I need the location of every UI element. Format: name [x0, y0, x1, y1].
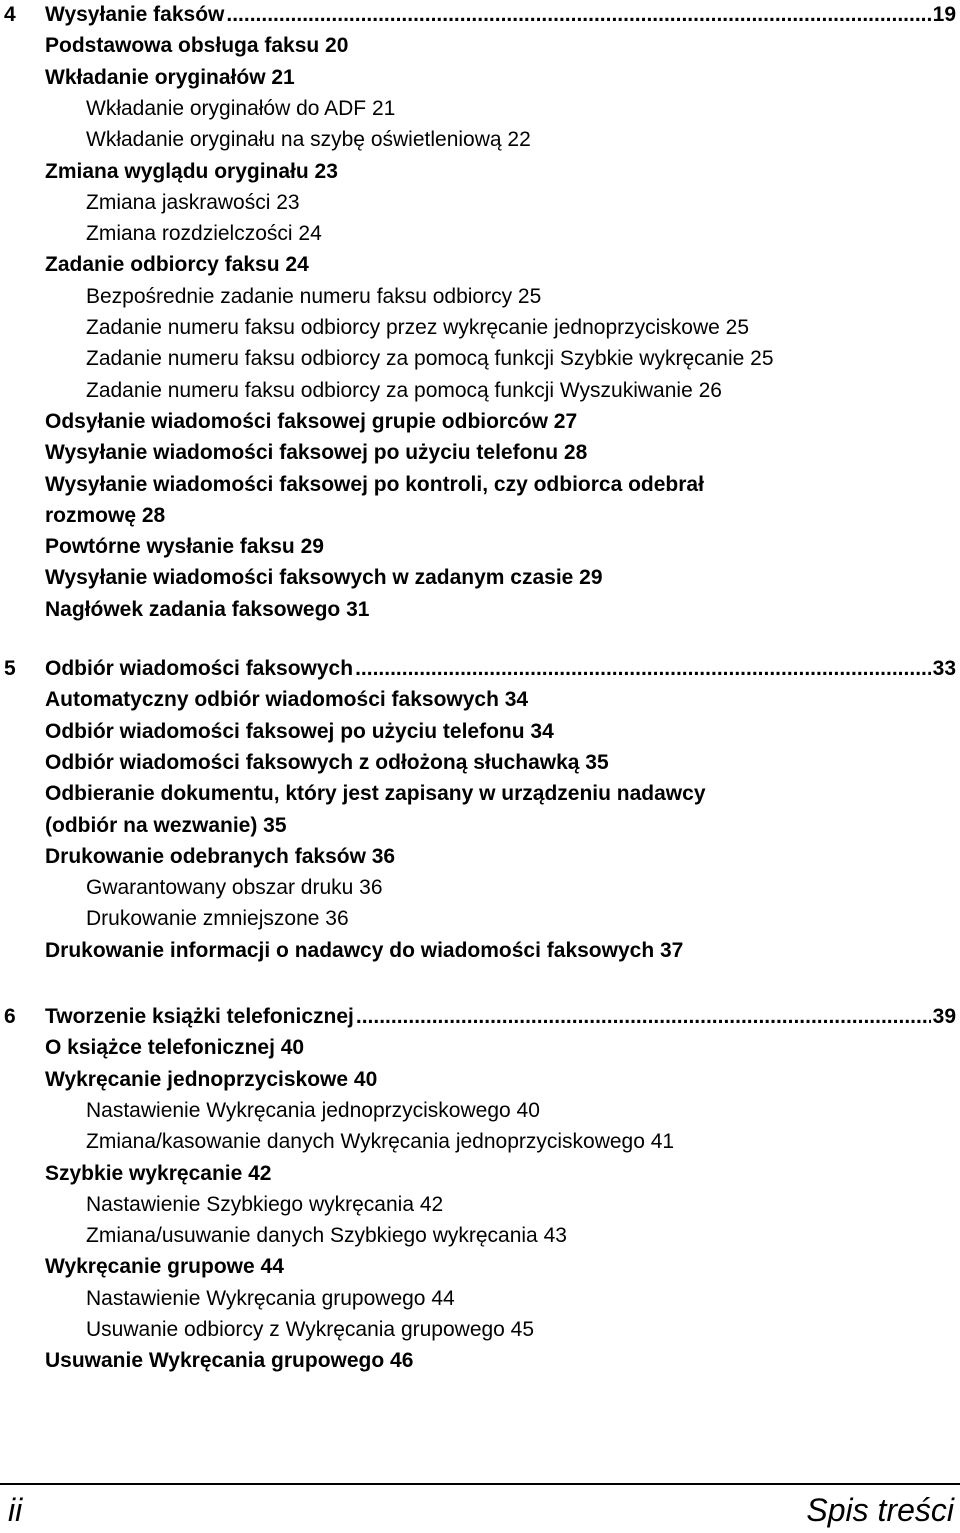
toc-subentry[interactable]: Wkładanie oryginału na szybę oświetleniową 22: [86, 128, 531, 152]
toc-entry[interactable]: Nagłówek zadania faksowego 31: [45, 597, 370, 621]
toc-entry[interactable]: Wkładanie oryginałów 21: [45, 65, 295, 89]
toc-subentry[interactable]: Gwarantowany obszar druku 36: [86, 876, 383, 900]
footer-page-number: ii: [8, 1492, 23, 1528]
chapter-number: 6: [4, 1005, 16, 1028]
toc-subentry[interactable]: Nastawienie Wykręcania jednoprzyciskowego 40: [86, 1098, 540, 1122]
toc-entry[interactable]: Wykręcanie jednoprzyciskowe 40: [45, 1067, 378, 1091]
toc-entry[interactable]: O książce telefonicznej 40: [45, 1036, 305, 1060]
chapter-page-number: 19: [932, 3, 956, 26]
toc-entry[interactable]: Wysyłanie wiadomości faksowej po użyciu telefonu 28: [45, 441, 588, 465]
footer-divider: [0, 1483, 960, 1485]
toc-subentry[interactable]: Zmiana/usuwanie danych Szybkiego wykręcania 43: [86, 1224, 567, 1248]
chapter-page-number: 33: [932, 657, 956, 680]
toc-entry[interactable]: Wykręcanie grupowe 44: [45, 1255, 284, 1279]
toc-subentry[interactable]: Drukowanie zmniejszone 36: [86, 907, 349, 931]
chapter-number: 5: [4, 657, 16, 680]
toc-entry[interactable]: Wysyłanie wiadomości faksowych w zadanym czasie 29: [45, 566, 603, 590]
chapter-title: Tworzenie książki telefonicznej: [45, 1005, 354, 1028]
dot-leader: [356, 1001, 931, 1032]
chapter-heading[interactable]: [0, 0, 956, 30]
toc-entry[interactable]: (odbiór na wezwanie) 35: [45, 813, 287, 837]
dot-leader: [226, 0, 930, 30]
toc-entry[interactable]: Zadanie odbiorcy faksu 24: [45, 253, 309, 277]
chapter-title: Odbiór wiadomości faksowych: [45, 657, 354, 680]
toc-entry[interactable]: Odbieranie dokumentu, który jest zapisany w urządzeniu nadawcy: [45, 782, 706, 806]
dot-leader: [355, 653, 931, 684]
toc-entry[interactable]: Automatyczny odbiór wiadomości faksowych 34: [45, 688, 529, 712]
toc-entry[interactable]: Zmiana wyglądu oryginału 23: [45, 159, 338, 183]
toc-entry[interactable]: Szybkie wykręcanie 42: [45, 1161, 272, 1185]
toc-subentry[interactable]: Zmiana jaskrawości 23: [86, 190, 300, 214]
chapter-number: 4: [4, 3, 16, 26]
toc-entry[interactable]: Powtórne wysłanie faksu 29: [45, 535, 324, 559]
chapter-page-number: 39: [932, 1005, 956, 1028]
toc-entry[interactable]: Odsyłanie wiadomości faksowej grupie odbiorców 27: [45, 409, 578, 433]
toc-subentry[interactable]: Zadanie numeru faksu odbiorcy za pomocą funkcji Szybkie wykręcanie 25: [86, 347, 774, 371]
toc-entry[interactable]: rozmowę 28: [45, 503, 166, 527]
toc-subentry[interactable]: Zadanie numeru faksu odbiorcy za pomocą funkcji Wyszukiwanie 26: [86, 378, 722, 402]
toc-entry[interactable]: Wysyłanie wiadomości faksowej po kontroli, czy odbiorca odebrał: [45, 472, 704, 496]
toc-subentry[interactable]: Bezpośrednie zadanie numeru faksu odbiorcy 25: [86, 284, 542, 308]
chapter-heading[interactable]: [0, 653, 956, 684]
footer-section-title: Spis treści: [806, 1492, 954, 1528]
toc-subentry[interactable]: Nastawienie Szybkiego wykręcania 42: [86, 1192, 444, 1216]
toc-entry[interactable]: Odbiór wiadomości faksowych z odłożoną słuchawką 35: [45, 750, 609, 774]
toc-subentry[interactable]: Wkładanie oryginałów do ADF 21: [86, 96, 396, 120]
chapter-heading[interactable]: [0, 1001, 956, 1032]
toc-entry[interactable]: Usuwanie Wykręcania grupowego 46: [45, 1349, 414, 1373]
toc-subentry[interactable]: Zadanie numeru faksu odbiorcy przez wykręcanie jednoprzyciskowe 25: [86, 316, 749, 339]
toc-subentry[interactable]: Zmiana/kasowanie danych Wykręcania jednoprzyciskowego 41: [86, 1130, 675, 1154]
toc-subentry[interactable]: Usuwanie odbiorcy z Wykręcania grupowego 45: [86, 1318, 535, 1341]
toc-subentry[interactable]: Zmiana rozdzielczości 24: [86, 222, 322, 246]
toc-subentry[interactable]: Nastawienie Wykręcania grupowego 44: [86, 1286, 455, 1310]
toc-entry[interactable]: Drukowanie odebranych faksów 36: [45, 844, 396, 868]
chapter-title: Wysyłanie faksów: [45, 3, 225, 26]
toc-entry[interactable]: Odbiór wiadomości faksowej po użyciu telefonu 34: [45, 719, 554, 743]
toc-entry[interactable]: Podstawowa obsługa faksu 20: [45, 34, 349, 58]
toc-entry[interactable]: Drukowanie informacji o nadawcy do wiadomości faksowych 37: [45, 938, 684, 962]
